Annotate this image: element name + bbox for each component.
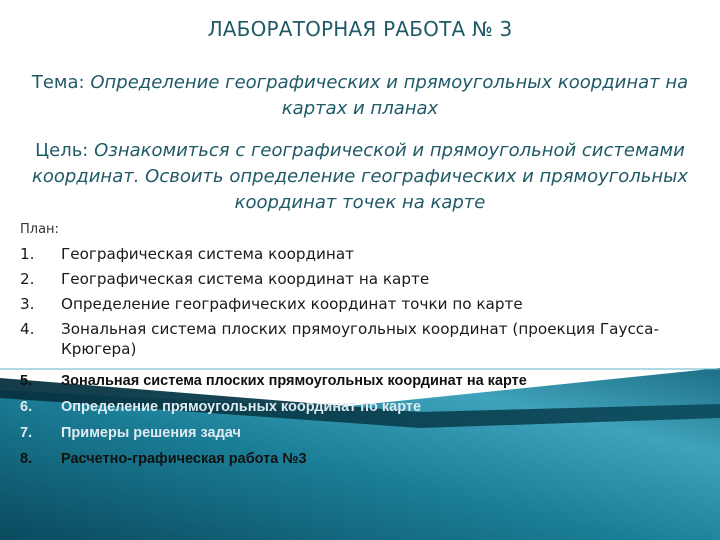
plan-item-lower xyxy=(20,371,700,391)
plan-item xyxy=(20,244,700,264)
slide-title: ЛАБОРАТОРНАЯ РАБОТА № 3 xyxy=(207,17,513,41)
plan-item-text: Географическая система координат на карте xyxy=(61,270,430,288)
plan-item xyxy=(20,319,700,359)
goal-block xyxy=(20,138,700,216)
plan-item-text: Определение географических координат точки по карте xyxy=(61,295,523,313)
plan-item-text: Зональная система плоских прямоугольных координат на карте xyxy=(61,373,527,389)
plan-label: План: xyxy=(20,222,59,237)
plan-item-lower xyxy=(20,397,700,417)
plan-item xyxy=(20,294,700,314)
plan-item-lower xyxy=(20,423,700,443)
plan-item-text: Зональная система плоских прямоугольных координат (проекция Гаусса-Крюгера) xyxy=(61,320,659,358)
plan-item-text: Определение прямоугольных координат по карте xyxy=(61,399,422,415)
plan-item-text: Расчетно-графическая работа №3 xyxy=(61,451,307,467)
goal-label: Цель: xyxy=(35,140,89,161)
plan-item-number: 1. xyxy=(20,245,35,263)
topic-label: Тема: xyxy=(31,72,85,93)
plan-item-number: 8. xyxy=(20,451,33,467)
plan-list xyxy=(20,244,700,364)
plan-item-number: 6. xyxy=(20,399,33,415)
plan-item-text: Географическая система координат xyxy=(61,245,354,263)
plan-item-text: Примеры решения задач xyxy=(61,425,241,441)
plan-list-lower xyxy=(20,371,700,475)
plan-item-number: 4. xyxy=(20,320,35,338)
plan-item-lower xyxy=(20,449,700,469)
plan-item-number: 7. xyxy=(20,425,33,441)
plan-item xyxy=(20,269,700,289)
topic-block xyxy=(20,70,700,122)
goal-text: Ознакомиться с географической и прямоугольной системами координат. Освоить определение географических и прямоугольных координат точек на карте xyxy=(31,140,689,213)
plan-item-number: 5. xyxy=(20,373,33,389)
topic-text: Определение географических и прямоугольных координат на картах и планах xyxy=(90,72,689,119)
plan-item-number: 3. xyxy=(20,295,35,313)
plan-item-number: 2. xyxy=(20,270,35,288)
